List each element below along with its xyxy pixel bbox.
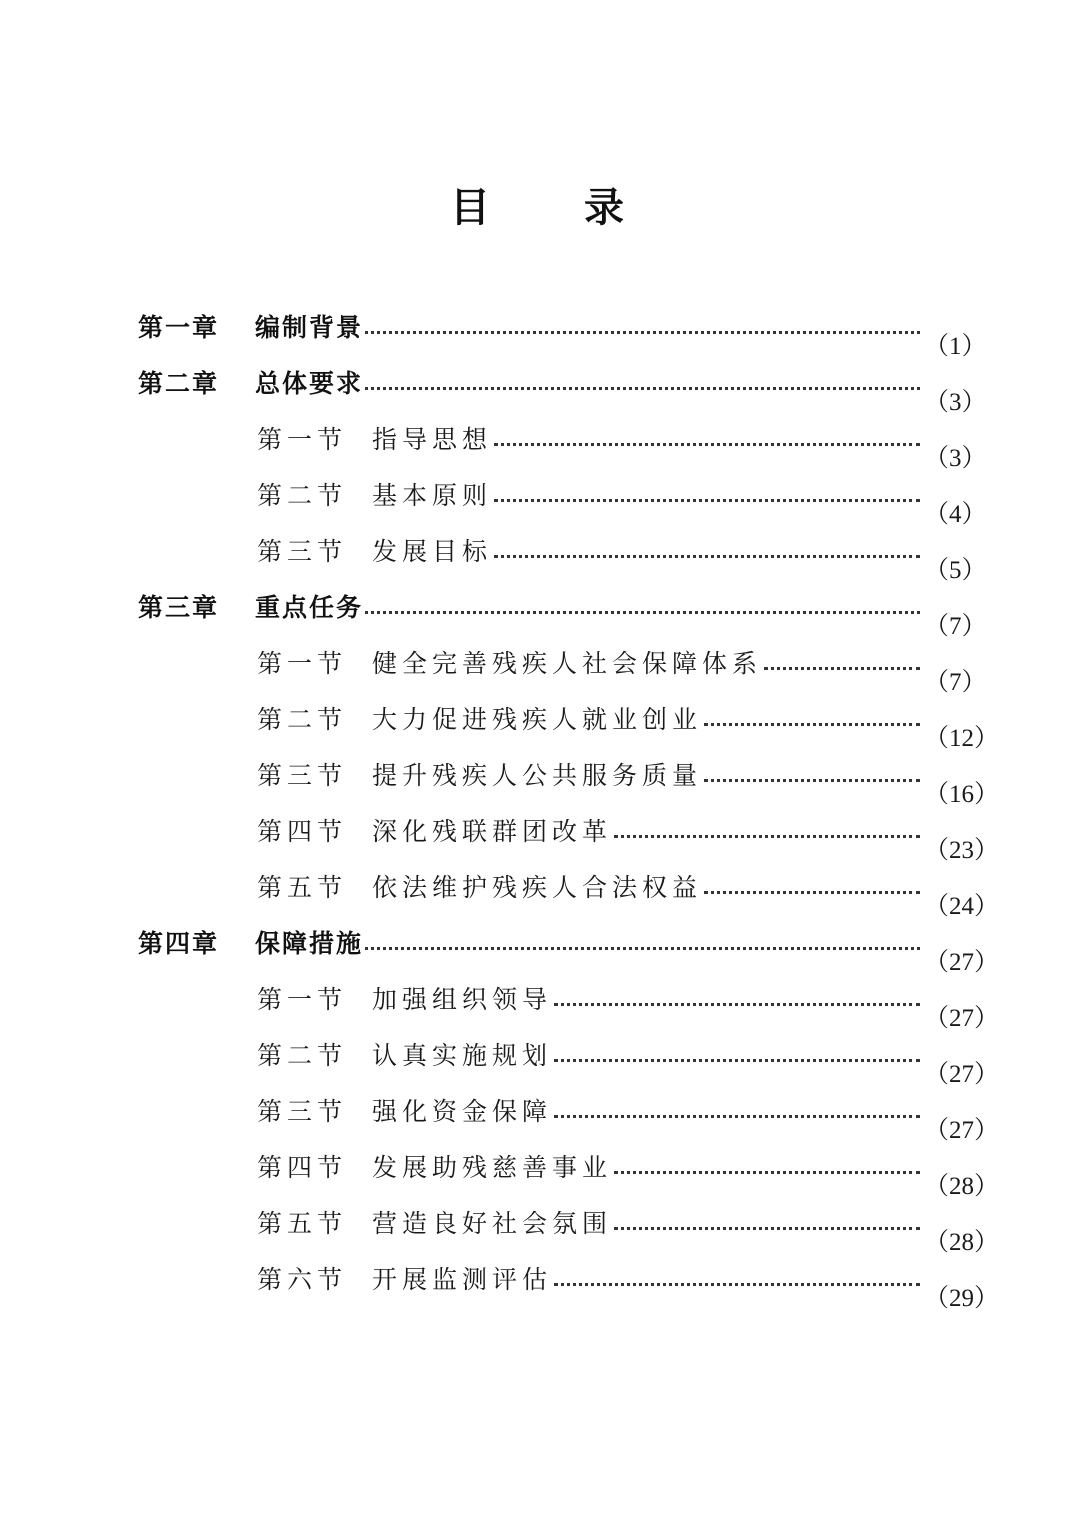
toc-entry-label: 第四节	[257, 817, 348, 846]
toc-entry-label: 第一节	[257, 425, 348, 454]
toc-entry-label: 第二节	[257, 1041, 348, 1070]
toc-entry-title: 强化资金保障	[372, 1097, 553, 1126]
toc-entry[interactable]	[0, 914, 1074, 976]
toc-entry-label: 第一节	[257, 985, 348, 1014]
toc-entry-page: （27）	[924, 949, 1000, 976]
toc-entry[interactable]	[0, 634, 1074, 696]
toc-entry-label: 第一节	[257, 649, 348, 678]
toc-entry-label: 第四节	[257, 1153, 348, 1182]
toc-entry[interactable]	[0, 298, 1074, 360]
toc-entry-title-wrap	[372, 812, 924, 848]
dot-leader	[494, 443, 920, 446]
toc-entry-page: （4）	[924, 501, 987, 528]
toc-entry-title: 健全完善残疾人社会保障体系	[372, 649, 763, 678]
toc-entry-title: 指导思想	[372, 425, 493, 454]
toc-entry[interactable]	[0, 690, 1074, 752]
toc-entry-title: 总体要求	[255, 369, 364, 398]
toc-entry-title: 编制背景	[255, 313, 364, 342]
dot-leader	[704, 891, 920, 894]
toc-entry-title-wrap	[372, 1260, 924, 1296]
toc-entry-page: （1）	[924, 333, 987, 360]
dot-leader	[704, 723, 920, 726]
toc-entry-page: （29）	[924, 1285, 1000, 1312]
toc-entry-page: （7）	[924, 613, 987, 640]
toc-entry-title-wrap	[372, 1148, 924, 1184]
toc-entry-page: （12）	[924, 725, 1000, 752]
toc-entry-page: （24）	[924, 893, 1000, 920]
toc-entry-title: 认真实施规划	[372, 1041, 553, 1070]
toc-entry-page: （27）	[924, 1061, 1000, 1088]
toc-entry-label: 第五节	[257, 873, 348, 902]
toc-entry-page: （16）	[924, 781, 1000, 808]
toc-entry-page: （7）	[924, 669, 987, 696]
toc-entry[interactable]	[0, 1026, 1074, 1088]
toc-entry-label: 第二节	[257, 705, 348, 734]
table-of-contents	[0, 298, 1074, 1312]
toc-entry[interactable]	[0, 970, 1074, 1032]
toc-entry-title-wrap	[372, 700, 924, 736]
toc-entry[interactable]	[0, 1250, 1074, 1312]
toc-entry-title-wrap	[372, 532, 924, 568]
toc-entry-page: （23）	[924, 837, 1000, 864]
toc-entry-title: 大力促进残疾人就业创业	[372, 705, 703, 734]
toc-entry-title-wrap	[372, 420, 924, 456]
toc-entry[interactable]	[0, 1194, 1074, 1256]
toc-entry-title: 发展目标	[372, 537, 493, 566]
dot-leader	[494, 499, 920, 502]
toc-entry-label: 第三章	[138, 593, 220, 622]
toc-entry[interactable]	[0, 354, 1074, 416]
toc-entry-page: （28）	[924, 1173, 1000, 1200]
dot-leader	[554, 1059, 920, 1062]
toc-entry-page: （3）	[924, 389, 987, 416]
toc-entry-page: （28）	[924, 1229, 1000, 1256]
toc-entry-title: 深化残联群团改革	[372, 817, 613, 846]
toc-entry-title-wrap	[372, 756, 924, 792]
toc-entry-title: 保障措施	[255, 929, 364, 958]
toc-entry[interactable]	[0, 802, 1074, 864]
toc-entry-title: 重点任务	[255, 593, 364, 622]
toc-entry-page: （27）	[924, 1117, 1000, 1144]
toc-entry[interactable]	[0, 1082, 1074, 1144]
toc-entry-label: 第三节	[257, 537, 348, 566]
toc-entry-title-wrap	[255, 308, 924, 344]
toc-entry-title: 依法维护残疾人合法权益	[372, 873, 703, 902]
toc-entry-title-wrap	[372, 868, 924, 904]
toc-entry-title: 发展助残慈善事业	[372, 1153, 613, 1182]
toc-entry-page: （5）	[924, 557, 987, 584]
toc-entry[interactable]	[0, 522, 1074, 584]
toc-entry-page: （27）	[924, 1005, 1000, 1032]
toc-entry-title-wrap	[372, 644, 924, 680]
toc-entry-label: 第一章	[138, 313, 220, 342]
toc-entry-title: 提升残疾人公共服务质量	[372, 761, 703, 790]
toc-entry[interactable]	[0, 466, 1074, 528]
dot-leader	[365, 611, 920, 614]
dot-leader	[614, 1227, 920, 1230]
dot-leader	[764, 667, 920, 670]
dot-leader	[554, 1283, 920, 1286]
dot-leader	[365, 331, 920, 334]
toc-entry-title-wrap	[372, 1036, 924, 1072]
toc-entry-label: 第三节	[257, 1097, 348, 1126]
toc-entry-title-wrap	[372, 476, 924, 512]
toc-entry-title-wrap	[372, 1092, 924, 1128]
toc-entry-label: 第二章	[138, 369, 220, 398]
toc-entry-label: 第三节	[257, 761, 348, 790]
dot-leader	[554, 1115, 920, 1118]
toc-entry-title-wrap	[372, 1204, 924, 1240]
toc-entry-title-wrap	[255, 924, 924, 960]
toc-entry[interactable]	[0, 410, 1074, 472]
toc-entry-title-wrap	[255, 588, 924, 624]
dot-leader	[554, 1003, 920, 1006]
toc-entry-title: 开展监测评估	[372, 1265, 553, 1294]
toc-entry-label: 第六节	[257, 1265, 348, 1294]
toc-entry[interactable]	[0, 1138, 1074, 1200]
dot-leader	[365, 387, 920, 390]
dot-leader	[494, 555, 920, 558]
toc-entry-label: 第二节	[257, 481, 348, 510]
toc-entry-title-wrap	[255, 364, 924, 400]
toc-entry-label: 第四章	[138, 929, 220, 958]
dot-leader	[704, 779, 920, 782]
dot-leader	[365, 947, 920, 950]
toc-entry-title: 加强组织领导	[372, 985, 553, 1014]
toc-entry-title: 基本原则	[372, 481, 493, 510]
toc-entry[interactable]	[0, 858, 1074, 920]
page-title: 目 录	[450, 184, 664, 231]
toc-entry-title-wrap	[372, 980, 924, 1016]
dot-leader	[614, 1171, 920, 1174]
toc-entry[interactable]	[0, 746, 1074, 808]
toc-entry-title: 营造良好社会氛围	[372, 1209, 613, 1238]
dot-leader	[614, 835, 920, 838]
toc-entry[interactable]	[0, 578, 1074, 640]
toc-entry-label: 第五节	[257, 1209, 348, 1238]
toc-entry-page: （3）	[924, 445, 987, 472]
